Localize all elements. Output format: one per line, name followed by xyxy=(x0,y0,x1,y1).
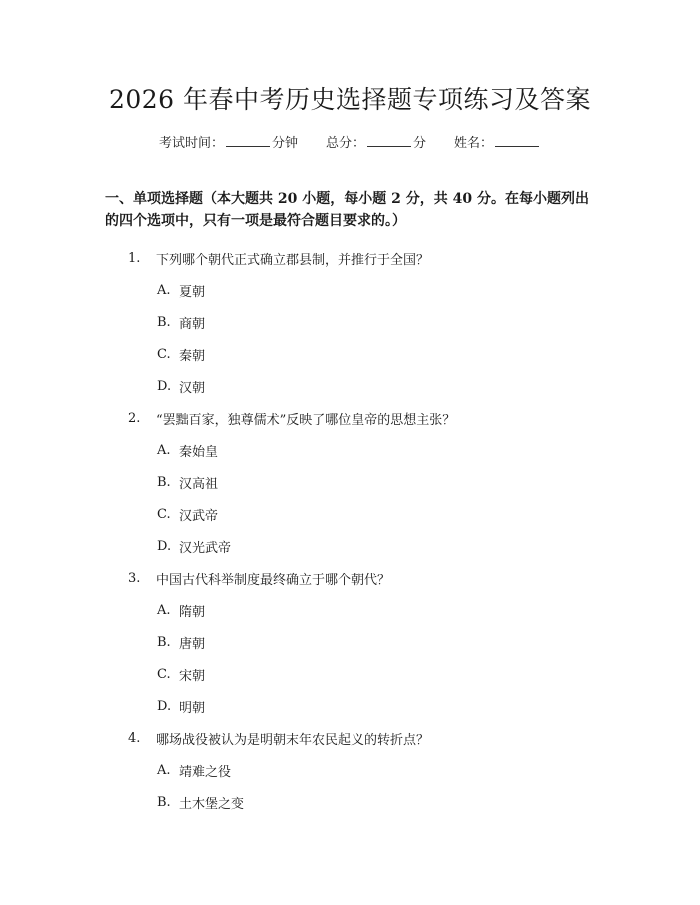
option-letter: C. xyxy=(157,666,171,682)
option-text: 土木堡之变 xyxy=(179,796,245,812)
option-letter: A. xyxy=(157,602,171,618)
question-1 xyxy=(0,242,700,402)
option-c xyxy=(0,658,700,690)
question-number: 2. xyxy=(128,410,141,426)
option-letter: B. xyxy=(157,794,171,810)
question-4 xyxy=(0,722,700,818)
option-text: 汉高祖 xyxy=(179,476,219,492)
option-text: 秦朝 xyxy=(179,348,206,364)
exam-info-row xyxy=(0,132,700,151)
option-letter: D. xyxy=(157,698,172,714)
question-text: “罢黜百家，独尊儒术”反映了哪位皇帝的思想主张？ xyxy=(156,412,456,428)
exam-time-label: 考试时间： xyxy=(158,136,224,151)
exam-time-unit: 分钟 xyxy=(271,136,298,151)
option-text: 靖难之役 xyxy=(179,764,232,780)
option-letter: D. xyxy=(157,538,172,554)
option-letter: D. xyxy=(157,378,172,394)
option-text: 秦始皇 xyxy=(179,444,219,460)
option-c xyxy=(0,498,700,530)
option-a xyxy=(0,594,700,626)
option-b xyxy=(0,466,700,498)
option-b xyxy=(0,626,700,658)
option-letter: C. xyxy=(157,506,171,522)
option-letter: B. xyxy=(157,634,171,650)
question-text: 哪场战役被认为是明朝末年农民起义的转折点？ xyxy=(156,732,430,748)
option-b xyxy=(0,786,700,818)
total-score-unit: 分 xyxy=(413,136,427,151)
option-letter: A. xyxy=(157,442,171,458)
option-a xyxy=(0,434,700,466)
total-score-field xyxy=(326,132,426,151)
total-score-label: 总分： xyxy=(325,136,365,151)
option-d xyxy=(0,370,700,402)
option-letter: B. xyxy=(157,314,171,330)
option-b xyxy=(0,306,700,338)
exam-time-field xyxy=(159,132,298,151)
option-letter: B. xyxy=(157,474,171,490)
option-a xyxy=(0,754,700,786)
option-text: 汉朝 xyxy=(179,380,206,396)
question-number: 3. xyxy=(128,570,141,586)
question-number: 4. xyxy=(128,730,141,746)
option-c xyxy=(0,338,700,370)
exam-time-blank xyxy=(226,134,270,147)
option-text: 夏朝 xyxy=(179,284,206,300)
option-d xyxy=(0,530,700,562)
option-text: 隋朝 xyxy=(179,604,206,620)
option-text: 明朝 xyxy=(179,700,206,716)
student-name-label: 姓名： xyxy=(454,136,494,151)
option-letter: A. xyxy=(157,762,171,778)
question-text: 下列哪个朝代正式确立郡县制，并推行于全国？ xyxy=(156,252,430,268)
question-2 xyxy=(0,402,700,562)
question-list xyxy=(0,242,700,818)
question-number: 1. xyxy=(128,250,141,266)
option-d xyxy=(0,690,700,722)
question-stem xyxy=(0,402,700,434)
option-text: 唐朝 xyxy=(179,636,206,652)
question-stem xyxy=(0,562,700,594)
question-stem xyxy=(0,722,700,754)
page-title: 2026 年春中考历史选择题专项练习及答案 xyxy=(108,85,592,114)
option-text: 汉光武帝 xyxy=(179,540,232,556)
question-text: 中国古代科举制度最终确立于哪个朝代？ xyxy=(156,572,391,588)
option-text: 汉武帝 xyxy=(179,508,219,524)
total-score-blank xyxy=(367,134,411,147)
student-name-blank xyxy=(495,134,539,147)
option-letter: C. xyxy=(157,346,171,362)
option-text: 宋朝 xyxy=(179,668,206,684)
option-letter: A. xyxy=(157,282,171,298)
section-heading: 一、单项选择题（本大题共 20 小题，每小题 2 分，共 40 分。在每小题列出的四个选项中，只有一项是最符合题目要求的。） xyxy=(105,191,589,229)
question-stem xyxy=(0,242,700,274)
option-text: 商朝 xyxy=(179,316,206,332)
option-a xyxy=(0,274,700,306)
student-name-field xyxy=(454,132,541,151)
question-3 xyxy=(0,562,700,722)
